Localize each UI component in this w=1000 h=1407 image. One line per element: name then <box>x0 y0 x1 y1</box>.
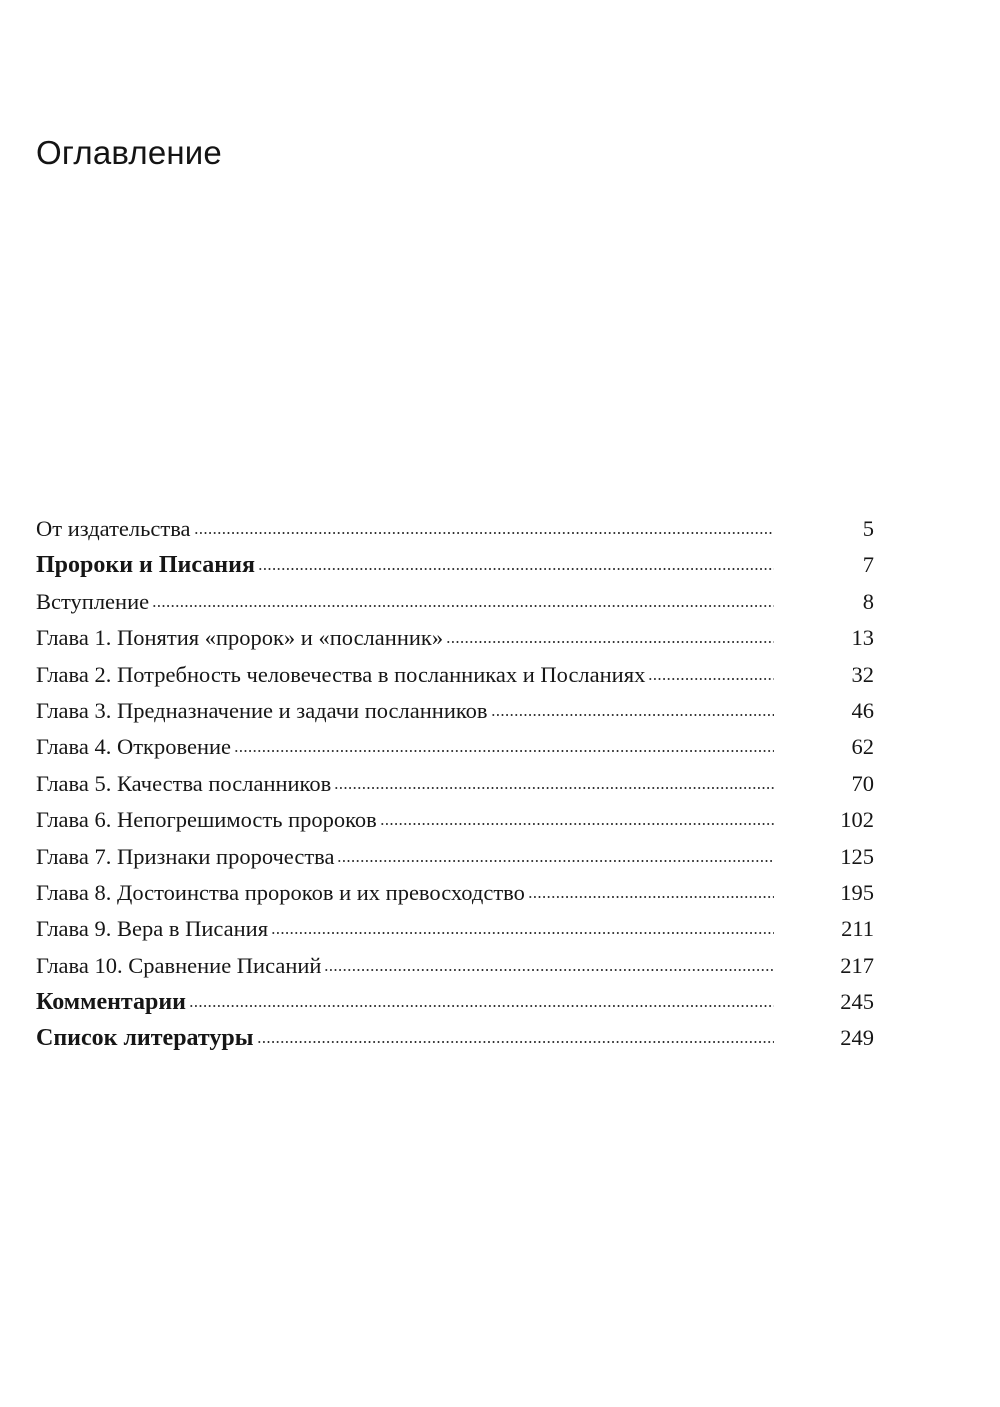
toc-entry-label: Глава 10. Сравнение Писаний <box>36 952 322 978</box>
toc-entry-label: Глава 5. Качества посланников <box>36 770 332 796</box>
toc-dot-leader <box>446 640 774 644</box>
toc-entry-page-number: 195 <box>840 879 874 905</box>
toc-entry-label: Глава 3. Предназначение и задачи посланников <box>36 697 488 723</box>
toc-entry-page-number: 125 <box>840 843 874 869</box>
toc-entry[interactable] <box>36 948 876 984</box>
toc-entry[interactable] <box>36 984 876 1020</box>
toc-entry-label: Глава 1. Понятия «пророк» и «посланник» <box>36 625 444 651</box>
toc-entry-page-number: 70 <box>851 770 874 796</box>
toc-entry-page-number: 46 <box>851 697 874 723</box>
page-title: Оглавление <box>36 134 222 171</box>
toc-dot-leader <box>189 1004 774 1008</box>
table-of-contents <box>36 511 876 1057</box>
toc-entry-label: Список литературы <box>36 1025 254 1052</box>
toc-entry-label: Вступление <box>36 588 150 614</box>
toc-entry-label: Глава 2. Потребность человечества в посланниках и Посланиях <box>36 661 646 687</box>
toc-entry-page-number: 62 <box>851 734 874 760</box>
toc-dot-leader <box>271 931 774 935</box>
toc-entry-page-number: 7 <box>862 552 874 578</box>
toc-entry[interactable] <box>36 802 876 838</box>
toc-entry-page-number: 13 <box>851 625 874 651</box>
toc-entry[interactable] <box>36 511 876 547</box>
toc-entry[interactable] <box>36 657 876 693</box>
toc-entry-page-number: 245 <box>840 989 874 1015</box>
toc-entry-page-number: 5 <box>862 516 874 541</box>
toc-entry-label: Глава 8. Достоинства пророков и их превосходство <box>36 879 525 905</box>
toc-entry[interactable] <box>36 766 876 802</box>
toc-dot-leader <box>234 749 774 753</box>
toc-entry[interactable] <box>36 584 876 620</box>
toc-entry-page-number: 217 <box>840 952 874 978</box>
toc-entry-page-number: 8 <box>862 588 874 614</box>
toc-entry-label: Глава 9. Вера в Писания <box>36 916 269 942</box>
toc-dot-leader <box>334 786 774 790</box>
toc-entry-label: Глава 6. Непогрешимость пророков <box>36 807 377 833</box>
toc-dot-leader <box>337 859 774 863</box>
toc-dot-leader <box>257 1040 775 1044</box>
toc-entry-page-number: 32 <box>851 661 874 687</box>
toc-entry[interactable] <box>36 620 876 656</box>
toc-entry-page-number: 102 <box>840 807 874 833</box>
toc-dot-leader <box>380 822 774 826</box>
toc-entry-label: Комментарии <box>36 989 187 1016</box>
toc-entry-label: Глава 4. Откровение <box>36 734 232 760</box>
toc-entry[interactable] <box>36 911 876 947</box>
toc-dot-leader <box>491 713 774 717</box>
toc-entry[interactable] <box>36 729 876 765</box>
toc-dot-leader <box>528 895 774 899</box>
toc-entry[interactable] <box>36 839 876 875</box>
toc-dot-leader <box>258 567 774 571</box>
toc-entry-page-number: 211 <box>841 916 874 942</box>
toc-dot-leader <box>152 604 774 608</box>
toc-entry[interactable] <box>36 875 876 911</box>
toc-dot-leader <box>324 968 774 972</box>
toc-entry[interactable] <box>36 693 876 729</box>
toc-entry[interactable] <box>36 1020 876 1056</box>
toc-dot-leader <box>648 677 774 681</box>
toc-entry-page-number: 249 <box>840 1025 874 1051</box>
toc-dot-leader <box>194 531 774 535</box>
toc-entry-label: Глава 7. Признаки пророчества <box>36 843 335 869</box>
toc-entry[interactable] <box>36 547 876 583</box>
toc-entry-label: Пророки и Писания <box>36 552 255 579</box>
toc-entry-label: От издательства <box>36 516 191 541</box>
